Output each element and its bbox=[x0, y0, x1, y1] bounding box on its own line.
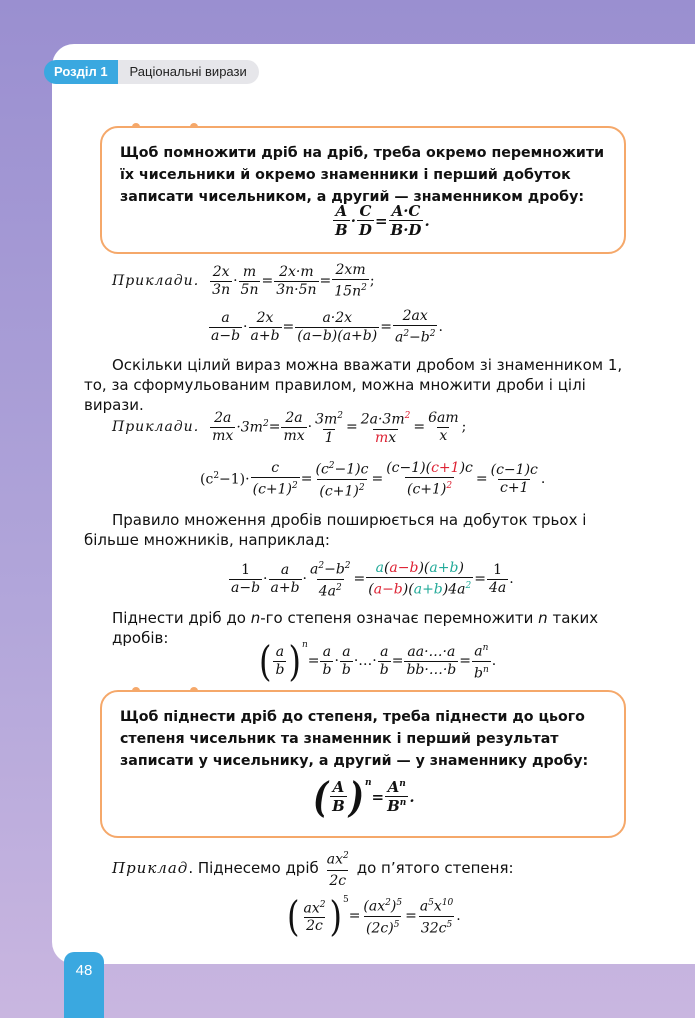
section-title: Раціональні вирази bbox=[118, 60, 259, 84]
example-intro-text: . Піднесемо дріб bbox=[188, 859, 319, 878]
example-4-row: $(c^2-1)\cdot$ $\frac{c}{(c+1)^2}$ = $\frac{(c^2-1)c}{(c+1)^2}$ = $\frac{(c-1)(c+1)c}{(c+1)^2}$ = $\frac{(c-1)c}{c+1}$ . bbox=[200, 459, 546, 500]
section-header bbox=[44, 60, 259, 84]
power-text-b: -го степеня означає перемножити bbox=[260, 609, 539, 627]
power-text-a: Піднести дріб до bbox=[112, 609, 251, 627]
rule-box-power bbox=[100, 690, 626, 838]
page-number: 48 bbox=[64, 952, 104, 1018]
example-3-row: Приклади. $\frac{2a}{mx}$ $\cdot 3m^2$ = $\frac{2a}{mx}$ · $\frac{3m^2}{1}$ = $\frac{2a\cdot 3m^2}{mx}$ = $\frac{6am}{x}$ ; bbox=[112, 409, 467, 446]
rule-multiply-text: Щоб помножити дріб на дріб, треба окремо перемножити їх чисельники й окремо знаменники і перший добуток записати чисельником, а другий — знаменником дробу: bbox=[120, 145, 605, 205]
examples-label-2: Приклади. bbox=[112, 419, 200, 436]
examples-label: Приклади. bbox=[112, 273, 200, 290]
paragraph-integer-expressions: Оскільки цілий вираз можна вважати дробом зі знаменником 1, то, за сформульованим правилом, можна множити дроби і цілі вирази. bbox=[84, 356, 623, 414]
paragraph-three-factors: Правило множення дробів поширюється на добуток трьох і більше множників, наприклад: bbox=[84, 511, 587, 549]
example-intro-text-2: до п’ятого степеня: bbox=[356, 859, 514, 878]
rule-power-text: Щоб піднести дріб до степеня, треба піднести до цього степеня чисельник та знаменник і перший результат записати у чисельнику, а другий — у знаменнику дробу: bbox=[120, 709, 589, 769]
power-text-c: таких дробів: bbox=[112, 609, 599, 647]
power-text-n2: n bbox=[538, 609, 548, 627]
rule-multiply-formula: $\frac{A}{B}$ · $\frac{C}{D}$ = $\frac{A\cdot C}{B\cdot D}$ . bbox=[335, 202, 430, 239]
example-2-row: $\frac{a}{a-b}$ · $\frac{2x}{a+b}$ = $\frac{a\cdot 2x}{(a-b)(a+b)}$ = $\frac{2ax}{a^2-b^2}$ . bbox=[211, 308, 443, 346]
example-1-row: Приклади. $\frac{2x}{3n}$ · $\frac{m}{5n}$ = $\frac{2x\cdot m}{3n\cdot 5n}$ = $\frac{2xm}{15n^2}$ ; bbox=[112, 262, 375, 300]
rule-power-formula: ( $\frac{A}{B}$ ) $^n$ = $\frac{A^n}{B^n}$ . bbox=[313, 771, 415, 822]
rule-box-multiply bbox=[100, 126, 626, 254]
example-5-row: $\frac{1}{a-b}$ · $\frac{a}{a+b}$ · $\frac{a^2-b^2}{4a^2}$ = $\frac{a(a-b)(a+b)}{(a-b)(a+b)4a^2}$ = $\frac{1}{4a}$ . bbox=[231, 559, 514, 600]
power-text-n: n bbox=[250, 609, 261, 627]
example-label: Приклад bbox=[112, 859, 189, 878]
section-number: Розділ 1 bbox=[44, 60, 118, 84]
example-power-intro: Приклад . Піднесемо дріб $\frac{ax^2}{2c}$ до п’ятого степеня: bbox=[112, 851, 514, 889]
example-6-row: ( $\frac{a}{b}$ ) $^n$ = $\frac{a}{b}$ · $\frac{a}{b}$ ·…· $\frac{a}{b}$ = $\frac{aa\cdot\dots\cdot a}{bb\cdot\dots\cdot b}$ = $\frac{a^n}{b^n}$ . bbox=[259, 636, 497, 686]
example-7-row: ( $\frac{ax^2}{2c}$ ) $^5$ = $\frac{(ax^2)^5}{(2c)^5}$ = $\frac{a^5x^{10}}{32c^5}$ . bbox=[287, 891, 461, 941]
